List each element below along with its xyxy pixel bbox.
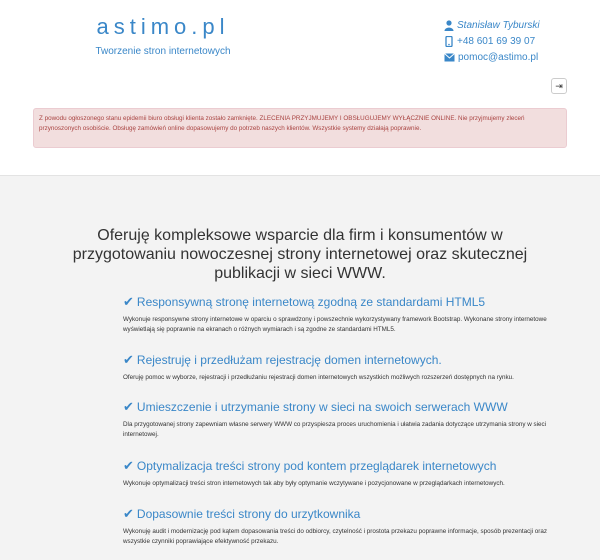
epidemic-alert	[33, 108, 567, 148]
site-tagline: Tworzenie stron internetowych	[95, 46, 231, 57]
service-item	[123, 399, 573, 439]
contact-email[interactable]: pomoc@astimo.pl	[458, 51, 539, 63]
contact-phone[interactable]: +48 601 69 39 07	[457, 35, 536, 47]
service-item	[123, 506, 573, 546]
check-icon: ✔	[123, 352, 134, 367]
header	[0, 0, 600, 176]
contact-info	[444, 17, 540, 65]
service-desc: Wykonuję audit i modernizację pod kątem dopasowania treści do odbiorcy, czytelność i prostota przekazu poprawne informacje, sposób prezentacji oraz wszystkie czynniki poprawiające efektywność przekazu.	[123, 528, 548, 545]
login-button[interactable]	[551, 78, 567, 94]
service-desc: Wykonuje responsywne strony internetowe w oparciu o sprawdzony i powszechnie wykorzystywany framework Bootstrap. Wykonane strony internetowe wyświetlają się poprawnie na ekranach o różnych wymiarach i są zgodne ze standardami HTML5.	[123, 316, 547, 333]
main-section	[0, 176, 600, 560]
contact-name: Stanisław Tyburski	[457, 19, 540, 31]
service-title: Responsywną stronę internetową zgodną ze standardami HTML5	[136, 295, 486, 309]
service-title: Optymalizacja treści strony pod kontem przeglądarek internetowych	[136, 459, 497, 473]
lead-text: Oferuję kompleksowe wsparcie dla firm i konsumentów w przygotowaniu nowoczesnej strony internetowej oraz skutecznej publikacji w sieci WWW.	[72, 227, 528, 282]
brand	[60, 14, 266, 57]
check-icon: ✔	[123, 294, 134, 309]
check-icon: ✔	[123, 506, 134, 521]
service-title: Dopasownie treści strony do urzytkownika	[136, 507, 361, 521]
phone-icon	[444, 36, 454, 47]
service-desc: Wykonuje optymalizacji treści stron internetowych tak aby były optymanie wczytywane i pozycjonowane w przeglądarkach internetowych.	[123, 480, 505, 487]
service-desc: Dla przygotowanej strony zapewniam własne serwery WWW co przyspiesza proces uruchomienia i ułatwia zadania dotyczące utrzymania strony w sieci internetowej.	[123, 421, 547, 438]
service-item	[123, 294, 573, 334]
user-icon	[444, 20, 454, 31]
service-item	[123, 458, 573, 489]
alert-text: Z powodu ogłoszonego stanu epidemii biuro obsługi klienta zostało zamknięte. ZLECENIA PRZYJMUJEMY I OBSŁUGUJEMY WYŁĄCZNIE ONLINE. Nie przyjmujemy zleceń przynoszonych osobiście. Obsługę zamówień online dopasowujemy do potrzeb naszych klientów. Wszystkie systemy działają poprawnie.	[39, 115, 525, 132]
service-title: Umieszczenie i utrzymanie strony w sieci na swoich serwerach WWW	[136, 400, 508, 414]
check-icon: ✔	[123, 458, 134, 473]
sign-in-icon: ⇥	[555, 80, 563, 91]
check-icon: ✔	[123, 399, 134, 414]
service-title: Rejestruję i przedłużam rejestrację domen internetowych.	[136, 353, 442, 367]
envelope-icon	[444, 53, 455, 62]
service-desc: Oferuję pomoc w wyborze, rejestracji i przedłużaniu rejestracji domen internetowych wszystkich możliwych rozszerzeń dostępnych na rynku.	[123, 374, 514, 381]
service-item	[123, 352, 573, 383]
site-title[interactable]: astimo.pl	[96, 14, 230, 39]
